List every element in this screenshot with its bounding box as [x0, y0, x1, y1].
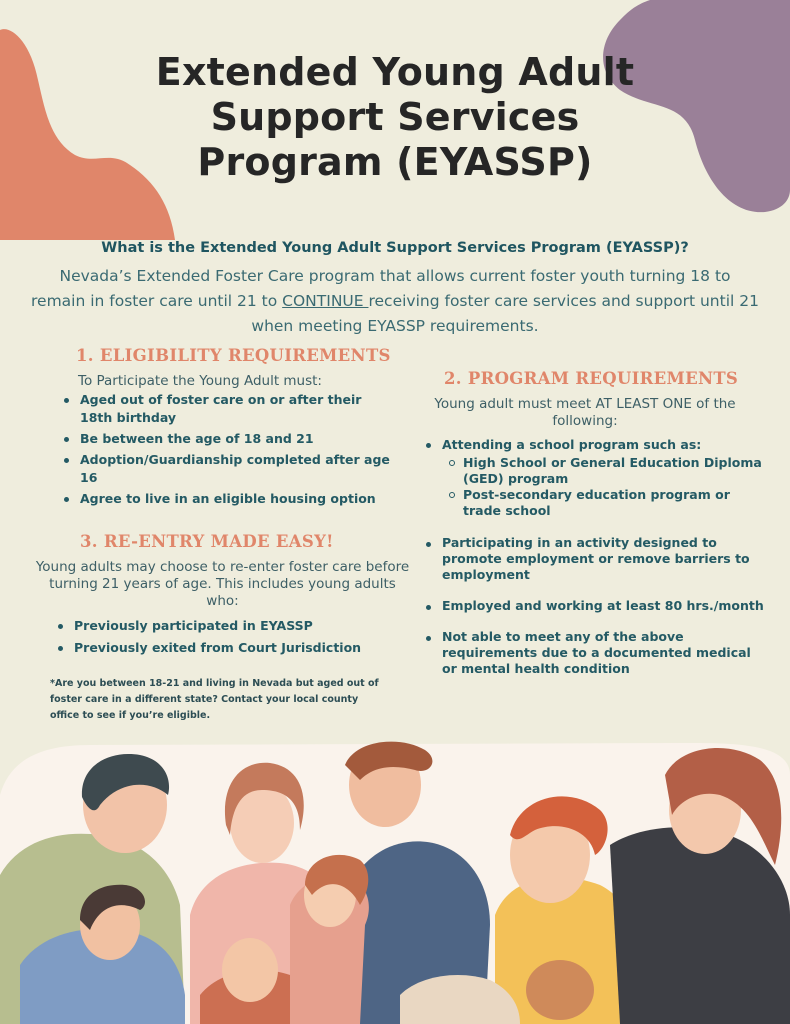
list-item: Participating in an activity designed to promote employment or remove barriers to employment	[424, 535, 764, 583]
intro-text: receiving foster care services and support until 21 when meeting EYASSP requirements.	[251, 292, 759, 335]
title-line: Program (EYASSP)	[197, 140, 593, 184]
page-title	[140, 50, 650, 185]
intro-paragraph	[30, 264, 760, 339]
list-item: Agree to live in an eligible housing option	[62, 490, 392, 508]
list-item: Employed and working at least 80 hrs./month	[424, 598, 764, 614]
eligibility-note: *Are you between 18-21 and living in Nevada but aged out of foster care in a different state? Contact your local county office to see if you’re eligible.	[50, 678, 379, 721]
intro-emphasis: CONTINUE	[282, 292, 369, 310]
list-item	[424, 436, 764, 519]
list-item: Not able to meet any of the above requirements due to a documented medical or mental health condition	[424, 629, 764, 677]
program-list	[424, 436, 764, 677]
reentry-list	[56, 617, 386, 657]
sublist-item: High School or General Education Diploma (GED) program	[448, 455, 764, 487]
reentry-heading: 3. RE-ENTRY MADE EASY!	[80, 532, 334, 551]
list-item: Be between the age of 18 and 21	[62, 430, 392, 448]
list-item-text: Attending a school program such as:	[442, 437, 702, 452]
list-item: Adoption/Guardianship completed after age 16	[62, 451, 392, 487]
school-program-sublist	[448, 455, 764, 519]
program-heading: 2. PROGRAM REQUIREMENTS	[444, 369, 739, 388]
young-adults-illustration	[0, 735, 790, 1024]
title-line: Support Services	[210, 95, 580, 139]
intro-question: What is the Extended Young Adult Support Services Program (EYASSP)?	[101, 240, 689, 256]
eligibility-lead: To Participate the Young Adult must:	[78, 373, 322, 389]
eligibility-list	[62, 391, 392, 508]
reentry-lead: Young adults may choose to re-enter foster care before turning 21 years of age. This includes young adults who:	[35, 559, 410, 609]
list-item: Aged out of foster care on or after their 18th birthday	[62, 391, 392, 427]
program-lead: Young adult must meet AT LEAST ONE of the following:	[434, 396, 736, 429]
list-item: Previously exited from Court Jurisdiction	[56, 639, 386, 657]
eligibility-heading: 1. ELIGIBILITY REQUIREMENTS	[76, 346, 391, 365]
intro-text: Nevada’s Extended Foster Care program that allows current foster youth turning 18 to remain in foster care until 21 to	[31, 267, 731, 310]
sublist-item: Post-secondary education program or trade school	[448, 487, 764, 519]
title-line: Extended Young Adult	[155, 50, 635, 94]
list-item: Previously participated in EYASSP	[56, 617, 386, 635]
